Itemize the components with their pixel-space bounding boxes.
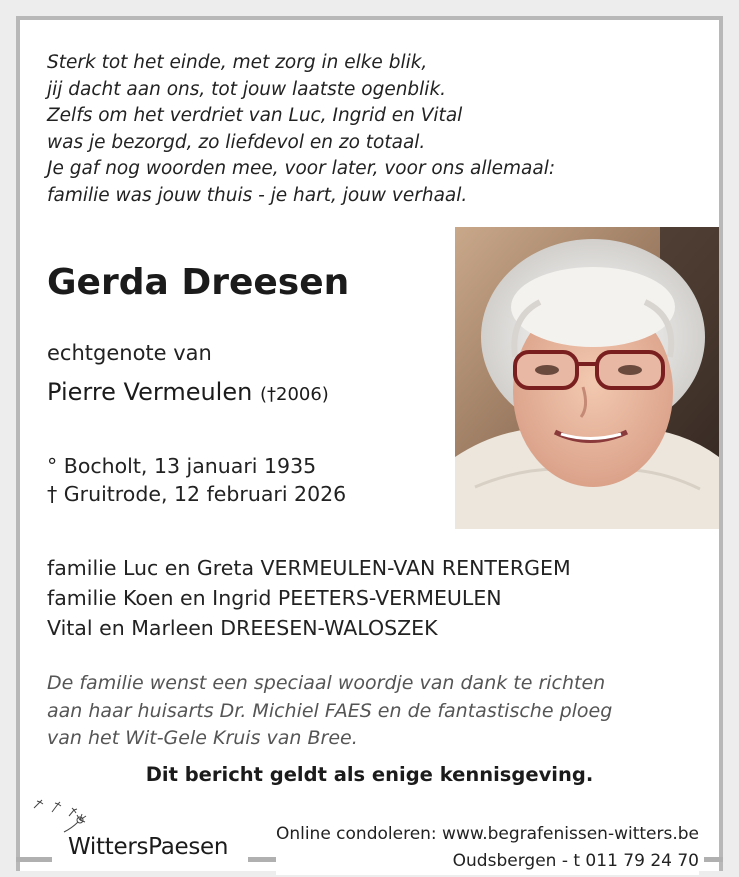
family-line: familie Luc en Greta VERMEULEN-VAN RENTERGEM bbox=[47, 556, 571, 580]
poem-line: familie was jouw thuis - je hart, jouw verhaal. bbox=[47, 184, 468, 206]
logo-text: WittersPaesen bbox=[68, 834, 229, 860]
poem-line: was je bezorgd, zo liefdevol en zo totaal. bbox=[47, 131, 426, 153]
family-line: Vital en Marleen DREESEN-WALOSZEK bbox=[47, 616, 438, 640]
notice-text: Dit bericht geldt als enige kennisgeving. bbox=[145, 763, 594, 786]
footer bbox=[276, 821, 699, 875]
death-line: † Gruitrode, 12 februari 2026 bbox=[47, 482, 347, 506]
portrait-photo bbox=[455, 227, 719, 529]
deceased-name: Gerda Dreesen bbox=[47, 262, 350, 303]
thanks-line: van het Wit-Gele Kruis van Bree. bbox=[47, 727, 358, 749]
footer-divider bbox=[704, 857, 723, 862]
thanks-message bbox=[47, 670, 612, 753]
dandelion-icon bbox=[24, 798, 94, 838]
poem bbox=[47, 50, 555, 209]
condolence-link[interactable]: Online condoleren: www.begrafenissen-witters.be bbox=[275, 824, 699, 844]
poem-line: jij dacht aan ons, tot jouw laatste ogenblik. bbox=[47, 78, 447, 100]
poem-line: Sterk tot het einde, met zorg in elke blik, bbox=[47, 52, 428, 73]
funeral-home-logo bbox=[24, 798, 244, 868]
life-dates bbox=[47, 452, 346, 508]
family-line: familie Koen en Ingrid PEETERS-VERMEULEN bbox=[47, 586, 502, 610]
poem-line: Je gaf nog woorden mee, voor later, voor ons allemaal: bbox=[47, 158, 556, 179]
spouse-death-year: (†2006) bbox=[259, 384, 329, 405]
thanks-line: De familie wenst een speciaal woordje van dank te richten bbox=[47, 672, 606, 694]
poem-line: Zelfs om het verdriet van Luc, Ingrid en Vital bbox=[47, 105, 463, 126]
spouse bbox=[47, 378, 329, 406]
family-list bbox=[47, 553, 571, 643]
contact-line: Oudsbergen - t 011 79 24 70 bbox=[452, 851, 699, 871]
birth-line: ° Bocholt, 13 januari 1935 bbox=[47, 454, 317, 478]
spouse-label: echtgenote van bbox=[47, 341, 212, 365]
thanks-line: aan haar huisarts Dr. Michiel FAES en de fantastische ploeg bbox=[47, 699, 613, 722]
spouse-name: Pierre Vermeulen bbox=[47, 378, 253, 406]
